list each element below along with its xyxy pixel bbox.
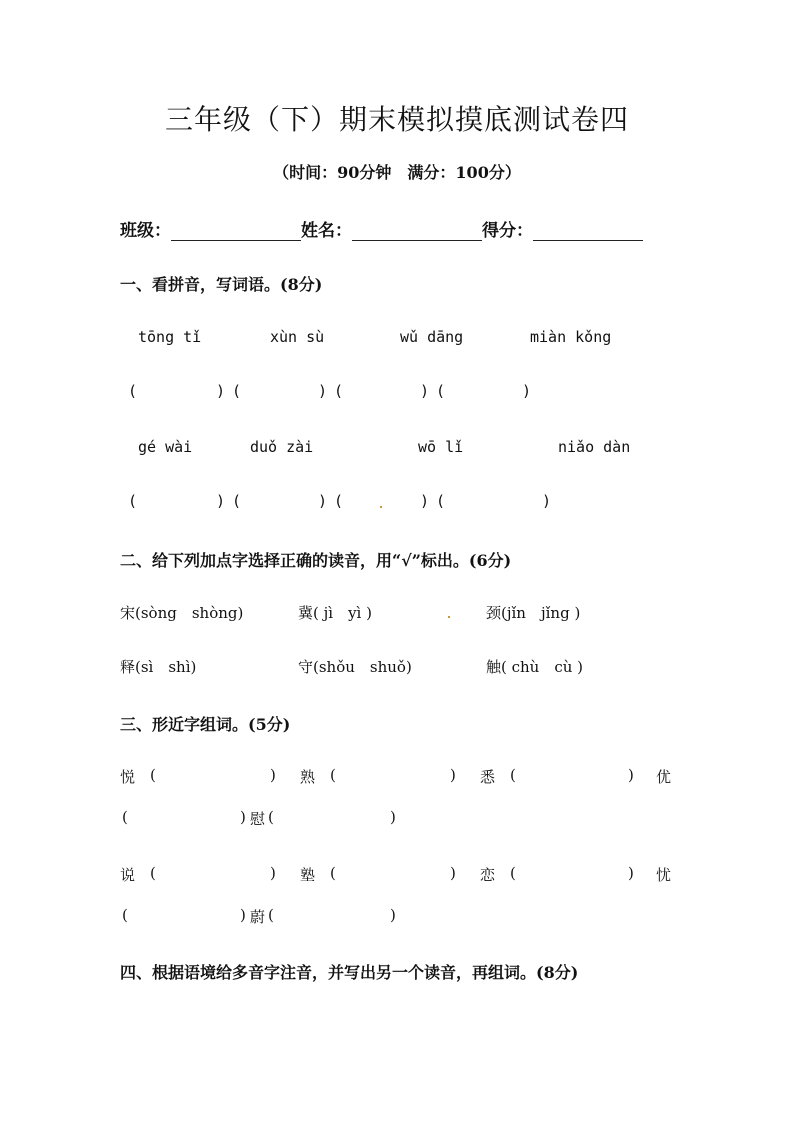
pinyin-item: duǒ zài [250, 438, 314, 456]
class-label: 班级： [120, 221, 171, 241]
paren-close: ) [390, 906, 396, 924]
paren-open[interactable]: ( [436, 382, 446, 400]
paren-open[interactable]: ( [436, 492, 446, 510]
similar-char: 熟 [300, 768, 316, 786]
similar-char: 悦 [120, 768, 136, 786]
reading-choice[interactable]: 释(sì shì) [120, 658, 197, 676]
paren-open[interactable]: ( [232, 382, 242, 400]
section-2-heading: 二、给下列加点字选择正确的读音，用“√”标出。(6分) [120, 551, 512, 570]
paren-open[interactable]: ( [128, 492, 138, 510]
pinyin-item: xùn sù [270, 328, 325, 346]
paren-open[interactable]: ( [122, 808, 128, 826]
pinyin-item: tōng tǐ [138, 328, 202, 346]
score-blank[interactable] [533, 220, 643, 241]
similar-char: 蔚 [250, 908, 266, 926]
paren-open[interactable]: ( [334, 382, 344, 400]
paren-open[interactable]: ( [510, 766, 516, 784]
paren-close: ) [240, 906, 246, 924]
score-label: 得分： [482, 221, 533, 241]
reading-choice[interactable]: 守(shǒu shuǒ) [298, 658, 412, 676]
pinyin-item: miàn kǒng [530, 328, 612, 346]
exam-time-score: （时间：90分钟 满分：100分） [273, 163, 521, 182]
paren-close: ) [270, 766, 276, 784]
pinyin-item: niǎo dàn [558, 438, 631, 456]
similar-char: 慰 [250, 810, 266, 828]
name-blank[interactable] [352, 220, 482, 241]
paren-close: ) [216, 492, 226, 510]
paren-close: ) [522, 382, 532, 400]
paren-close: ) [318, 382, 328, 400]
paren-open[interactable]: ( [122, 906, 128, 924]
reading-choice[interactable]: 颈(jǐn jǐng ) [486, 604, 581, 622]
stray-dot [448, 616, 450, 618]
reading-choice[interactable]: 冀( jì yì ) [298, 604, 372, 622]
similar-char: 说 [120, 866, 136, 884]
paren-close: ) [390, 808, 396, 826]
paren-open[interactable]: ( [330, 766, 336, 784]
reading-choice[interactable]: 触( chù cù ) [486, 658, 584, 676]
paren-close: ) [420, 492, 430, 510]
paren-close: ) [420, 382, 430, 400]
similar-char: 塾 [300, 866, 316, 884]
student-info-line [120, 216, 680, 241]
paren-open[interactable]: ( [232, 492, 242, 510]
reading-choice[interactable]: 宋(sòng shòng) [120, 604, 244, 622]
pinyin-item: wǔ dāng [400, 328, 464, 346]
paren-close: ) [628, 864, 634, 882]
similar-char: 优 [656, 768, 672, 786]
paren-close: ) [542, 492, 552, 510]
paren-open[interactable]: ( [330, 864, 336, 882]
paren-close: ) [240, 808, 246, 826]
page-title: 三年级（下）期末模拟摸底测试卷四 [164, 103, 629, 136]
section-4-heading: 四、根据语境给多音字注音，并写出另一个读音，再组词。(8分) [120, 963, 579, 982]
paren-open[interactable]: ( [150, 864, 156, 882]
similar-char: 悉 [480, 768, 496, 786]
paren-close: ) [628, 766, 634, 784]
stray-dot [380, 506, 382, 508]
name-label: 姓名： [301, 221, 352, 241]
paren-open[interactable]: ( [510, 864, 516, 882]
section-1-heading: 一、看拼音，写词语。(8分) [120, 275, 323, 294]
pinyin-item: wō lǐ [418, 438, 464, 456]
similar-char: 恋 [480, 866, 496, 884]
paren-close: ) [270, 864, 276, 882]
class-blank[interactable] [171, 220, 301, 241]
paren-close: ) [216, 382, 226, 400]
paren-open[interactable]: ( [128, 382, 138, 400]
similar-char: 忧 [656, 866, 672, 884]
paren-open[interactable]: ( [334, 492, 344, 510]
section-3-heading: 三、形近字组词。(5分) [120, 715, 291, 734]
paren-close: ) [318, 492, 328, 510]
paren-open[interactable]: ( [268, 906, 274, 924]
paren-open[interactable]: ( [268, 808, 274, 826]
paren-close: ) [450, 766, 456, 784]
pinyin-item: gé wài [138, 438, 193, 456]
paren-close: ) [450, 864, 456, 882]
paren-open[interactable]: ( [150, 766, 156, 784]
